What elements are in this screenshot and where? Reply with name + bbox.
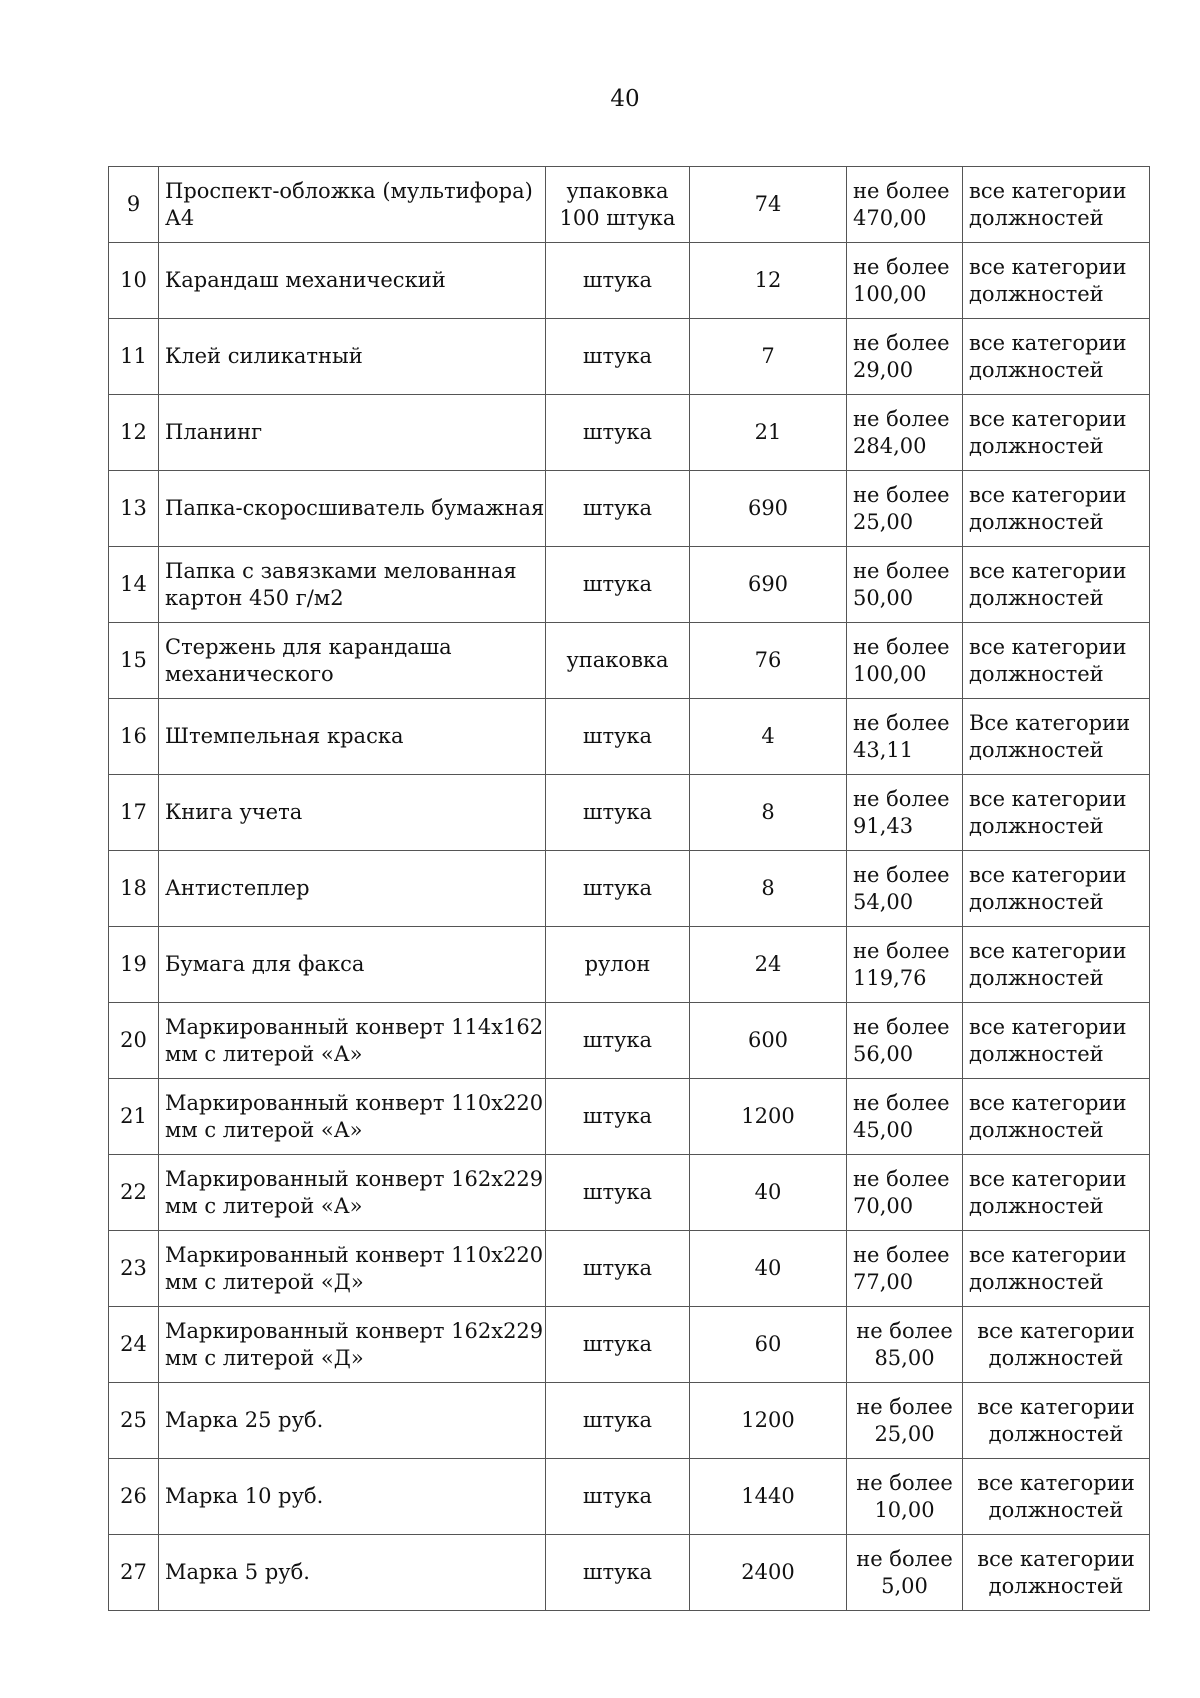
category-cell-line: должностей — [969, 281, 1104, 306]
price-cell-line: не более — [853, 482, 950, 507]
unit-cell-line: штука — [582, 1028, 653, 1052]
unit-cell — [546, 167, 690, 243]
category-cell — [963, 927, 1150, 1003]
price-cell — [847, 243, 963, 319]
category-cell — [963, 1231, 1150, 1307]
price-cell-line: 45,00 — [853, 1117, 914, 1142]
item-name-cell-line: Книга учета — [165, 800, 303, 824]
category-cell-line: Все категории — [969, 710, 1131, 735]
price-cell — [847, 1307, 963, 1383]
item-name-cell-line: Маркированный конверт 110х220 — [165, 1090, 544, 1115]
table-row — [109, 1155, 1150, 1231]
price-cell-line: 29,00 — [853, 357, 914, 382]
unit-cell-line: штука — [582, 1256, 653, 1280]
item-name-cell — [159, 927, 546, 1003]
category-cell-line: все категории — [969, 1090, 1127, 1115]
quantity-cell: 690 — [690, 547, 847, 623]
category-cell-line: должностей — [969, 661, 1104, 686]
category-cell-line: все категории — [969, 330, 1127, 355]
quantity-cell: 8 — [690, 775, 847, 851]
category-cell-line: все категории — [969, 634, 1127, 659]
table-row — [109, 167, 1150, 243]
item-name-cell — [159, 1079, 546, 1155]
unit-cell — [546, 775, 690, 851]
price-cell-line: 25,00 — [853, 509, 914, 534]
table-row — [109, 319, 1150, 395]
category-cell — [963, 471, 1150, 547]
item-name-cell — [159, 1231, 546, 1307]
unit-cell — [546, 319, 690, 395]
row-number-cell: 22 — [109, 1155, 159, 1231]
unit-cell-line: штука — [582, 1104, 653, 1128]
price-cell-line: не более — [856, 1546, 953, 1571]
row-number-cell: 11 — [109, 319, 159, 395]
category-cell-line: все категории — [969, 786, 1127, 811]
price-cell-line: 5,00 — [881, 1573, 928, 1598]
table-row — [109, 699, 1150, 775]
category-cell-line: все категории — [969, 406, 1127, 431]
unit-cell — [546, 243, 690, 319]
row-number-cell: 15 — [109, 623, 159, 699]
item-name-cell-line: мм с литерой «Д» — [165, 1345, 364, 1370]
table-row — [109, 1231, 1150, 1307]
price-cell — [847, 927, 963, 1003]
quantity-cell: 24 — [690, 927, 847, 1003]
price-cell-line: не более — [853, 938, 950, 963]
item-name-cell-line: Маркированный конверт 162х229 — [165, 1318, 544, 1343]
price-cell — [847, 1231, 963, 1307]
price-cell-line: не более — [853, 254, 950, 279]
quantity-cell: 74 — [690, 167, 847, 243]
price-cell-line: не более — [853, 786, 950, 811]
row-number-cell: 23 — [109, 1231, 159, 1307]
quantity-cell: 8 — [690, 851, 847, 927]
price-cell-line: не более — [853, 1242, 950, 1267]
unit-cell-line: штука — [582, 876, 653, 900]
unit-cell-line: штука — [582, 1408, 653, 1432]
category-cell — [963, 167, 1150, 243]
item-name-cell — [159, 1155, 546, 1231]
row-number-cell: 21 — [109, 1079, 159, 1155]
quantity-cell: 600 — [690, 1003, 847, 1079]
category-cell-line: все категории — [969, 862, 1127, 887]
category-cell-line: должностей — [969, 357, 1104, 382]
item-name-cell-line: Клей силикатный — [165, 344, 363, 368]
row-number-cell: 19 — [109, 927, 159, 1003]
category-cell — [963, 319, 1150, 395]
price-cell-line: 10,00 — [874, 1497, 935, 1522]
item-name-cell-line: Папка-скоросшиватель бумажная — [165, 496, 545, 520]
price-cell-line: не более — [853, 634, 950, 659]
item-name-cell — [159, 851, 546, 927]
table-row — [109, 395, 1150, 471]
category-cell-line: все категории — [977, 1394, 1135, 1419]
category-cell — [963, 547, 1150, 623]
item-name-cell-line: Марка 10 руб. — [165, 1484, 324, 1508]
unit-cell-line: рулон — [584, 952, 651, 976]
category-cell-line: все категории — [977, 1546, 1135, 1571]
price-cell — [847, 851, 963, 927]
price-cell-line: не более — [853, 710, 950, 735]
quantity-cell: 40 — [690, 1231, 847, 1307]
item-name-cell — [159, 1307, 546, 1383]
category-cell-line: должностей — [969, 1117, 1104, 1142]
category-cell — [963, 623, 1150, 699]
unit-cell-line: штука — [582, 572, 653, 596]
price-cell-line: не более — [853, 1090, 950, 1115]
table-row — [109, 1459, 1150, 1535]
item-name-cell — [159, 1459, 546, 1535]
price-cell-line: не более — [853, 406, 950, 431]
row-number-cell: 16 — [109, 699, 159, 775]
row-number-cell: 26 — [109, 1459, 159, 1535]
category-cell — [963, 1383, 1150, 1459]
category-cell-line: все категории — [969, 254, 1127, 279]
unit-cell-line: штука — [582, 1180, 653, 1204]
price-cell-line: 50,00 — [853, 585, 914, 610]
price-cell — [847, 1459, 963, 1535]
price-cell — [847, 547, 963, 623]
category-cell — [963, 1459, 1150, 1535]
unit-cell — [546, 1079, 690, 1155]
price-cell — [847, 1155, 963, 1231]
unit-cell-line: штука — [582, 1560, 653, 1584]
table-row — [109, 471, 1150, 547]
category-cell-line: должностей — [969, 889, 1104, 914]
item-name-cell — [159, 547, 546, 623]
quantity-cell: 4 — [690, 699, 847, 775]
price-cell-line: не более — [853, 330, 950, 355]
category-cell-line: должностей — [969, 1269, 1104, 1294]
unit-cell-line: штука — [582, 800, 653, 824]
unit-cell-line: 100 штука — [559, 205, 676, 230]
table-row — [109, 775, 1150, 851]
price-cell-line: не более — [853, 862, 950, 887]
table-row — [109, 1307, 1150, 1383]
item-name-cell-line: картон 450 г/м2 — [165, 585, 344, 610]
price-cell-line: 284,00 — [853, 433, 927, 458]
item-name-cell-line: мм с литерой «А» — [165, 1117, 363, 1142]
item-name-cell — [159, 775, 546, 851]
item-name-cell-line: Марка 25 руб. — [165, 1408, 324, 1432]
price-cell — [847, 699, 963, 775]
page-number: 40 — [610, 86, 640, 112]
item-name-cell-line: мм с литерой «А» — [165, 1193, 363, 1218]
row-number-cell: 18 — [109, 851, 159, 927]
price-cell-line: 70,00 — [853, 1193, 914, 1218]
category-cell-line: все категории — [969, 482, 1127, 507]
item-name-cell — [159, 243, 546, 319]
category-cell-line: все категории — [969, 1242, 1127, 1267]
unit-cell — [546, 1535, 690, 1611]
price-cell-line: 91,43 — [853, 813, 914, 838]
unit-cell-line: штука — [582, 724, 653, 748]
price-cell-line: 25,00 — [874, 1421, 935, 1446]
table-row — [109, 547, 1150, 623]
price-cell-line: 85,00 — [874, 1345, 935, 1370]
category-cell-line: должностей — [988, 1421, 1124, 1446]
unit-cell-line: штука — [582, 496, 653, 520]
quantity-cell: 21 — [690, 395, 847, 471]
item-name-cell-line: Марка 5 руб. — [165, 1560, 310, 1584]
item-name-cell-line: А4 — [165, 205, 195, 230]
quantity-cell: 40 — [690, 1155, 847, 1231]
table-row — [109, 1535, 1150, 1611]
category-cell-line: должностей — [988, 1573, 1124, 1598]
unit-cell — [546, 851, 690, 927]
category-cell — [963, 1079, 1150, 1155]
price-cell-line: 119,76 — [853, 965, 927, 990]
item-name-cell — [159, 699, 546, 775]
quantity-cell: 7 — [690, 319, 847, 395]
category-cell-line: все категории — [969, 1166, 1127, 1191]
price-cell — [847, 1535, 963, 1611]
category-cell-line: все категории — [977, 1318, 1135, 1343]
unit-cell-line: штука — [582, 1484, 653, 1508]
category-cell-line: все категории — [977, 1470, 1135, 1495]
unit-cell-line: штука — [582, 344, 653, 368]
category-cell-line: должностей — [988, 1345, 1124, 1370]
item-name-cell — [159, 1003, 546, 1079]
supplies-table — [108, 166, 1150, 1611]
category-cell-line: должностей — [969, 205, 1104, 230]
table-row — [109, 1383, 1150, 1459]
category-cell — [963, 851, 1150, 927]
quantity-cell: 60 — [690, 1307, 847, 1383]
price-cell-line: 77,00 — [853, 1269, 914, 1294]
quantity-cell: 12 — [690, 243, 847, 319]
item-name-cell-line: Проспект-обложка (мультифора) — [165, 178, 533, 203]
category-cell — [963, 243, 1150, 319]
item-name-cell — [159, 623, 546, 699]
item-name-cell-line: Стержень для карандаша — [165, 634, 452, 659]
category-cell-line: должностей — [969, 509, 1104, 534]
item-name-cell — [159, 319, 546, 395]
price-cell — [847, 623, 963, 699]
item-name-cell-line: мм с литерой «А» — [165, 1041, 363, 1066]
price-cell — [847, 167, 963, 243]
item-name-cell-line: Планинг — [165, 420, 263, 444]
price-cell — [847, 775, 963, 851]
item-name-cell-line: Папка с завязками мелованная — [165, 558, 517, 583]
category-cell — [963, 1003, 1150, 1079]
category-cell — [963, 395, 1150, 471]
table-row — [109, 623, 1150, 699]
unit-cell-line: упаковка — [566, 648, 669, 672]
table-row — [109, 1003, 1150, 1079]
price-cell — [847, 471, 963, 547]
unit-cell — [546, 1155, 690, 1231]
table-row — [109, 851, 1150, 927]
unit-cell — [546, 471, 690, 547]
quantity-cell: 2400 — [690, 1535, 847, 1611]
unit-cell — [546, 1307, 690, 1383]
item-name-cell — [159, 167, 546, 243]
row-number-cell: 25 — [109, 1383, 159, 1459]
item-name-cell-line: мм с литерой «Д» — [165, 1269, 364, 1294]
category-cell-line: должностей — [969, 1193, 1104, 1218]
unit-cell — [546, 395, 690, 471]
quantity-cell: 76 — [690, 623, 847, 699]
item-name-cell-line: Маркированный конверт 114х162 — [165, 1014, 544, 1039]
item-name-cell-line: Карандаш механический — [165, 268, 446, 292]
price-cell — [847, 1383, 963, 1459]
unit-cell — [546, 547, 690, 623]
price-cell — [847, 1003, 963, 1079]
quantity-cell: 1440 — [690, 1459, 847, 1535]
item-name-cell — [159, 395, 546, 471]
price-cell — [847, 319, 963, 395]
price-cell-line: 43,11 — [853, 737, 914, 762]
price-cell-line: 100,00 — [853, 281, 927, 306]
price-cell-line: 100,00 — [853, 661, 927, 686]
unit-cell — [546, 927, 690, 1003]
price-cell-line: 56,00 — [853, 1041, 914, 1066]
unit-cell-line: штука — [582, 268, 653, 292]
category-cell-line: должностей — [969, 737, 1104, 762]
category-cell-line: все категории — [969, 558, 1127, 583]
price-cell-line: не более — [856, 1394, 953, 1419]
quantity-cell: 1200 — [690, 1383, 847, 1459]
unit-cell — [546, 1383, 690, 1459]
price-cell-line: не более — [856, 1318, 953, 1343]
row-number-cell: 10 — [109, 243, 159, 319]
price-cell-line: не более — [853, 1166, 950, 1191]
item-name-cell-line: Бумага для факса — [165, 952, 365, 976]
table-row — [109, 1079, 1150, 1155]
quantity-cell: 1200 — [690, 1079, 847, 1155]
unit-cell — [546, 1003, 690, 1079]
price-cell-line: 470,00 — [853, 205, 927, 230]
item-name-cell — [159, 1535, 546, 1611]
price-cell-line: не более — [853, 1014, 950, 1039]
unit-cell — [546, 699, 690, 775]
row-number-cell: 9 — [109, 167, 159, 243]
item-name-cell-line: Штемпельная краска — [165, 724, 404, 748]
price-cell-line: не более — [856, 1470, 953, 1495]
category-cell-line: должностей — [969, 965, 1104, 990]
price-cell-line: 54,00 — [853, 889, 914, 914]
category-cell — [963, 1535, 1150, 1611]
row-number-cell: 27 — [109, 1535, 159, 1611]
category-cell — [963, 699, 1150, 775]
item-name-cell-line: Маркированный конверт 110х220 — [165, 1242, 544, 1267]
item-name-cell-line: Маркированный конверт 162х229 — [165, 1166, 544, 1191]
table-row — [109, 927, 1150, 1003]
item-name-cell — [159, 1383, 546, 1459]
item-name-cell-line: механического — [165, 661, 334, 686]
category-cell-line: должностей — [969, 585, 1104, 610]
category-cell-line: должностей — [969, 813, 1104, 838]
category-cell-line: все категории — [969, 1014, 1127, 1039]
unit-cell — [546, 1231, 690, 1307]
category-cell — [963, 1155, 1150, 1231]
category-cell-line: должностей — [969, 433, 1104, 458]
price-cell — [847, 395, 963, 471]
row-number-cell: 13 — [109, 471, 159, 547]
table-body — [109, 167, 1150, 1611]
category-cell — [963, 1307, 1150, 1383]
unit-cell — [546, 1459, 690, 1535]
item-name-cell — [159, 471, 546, 547]
table-row — [109, 243, 1150, 319]
row-number-cell: 24 — [109, 1307, 159, 1383]
row-number-cell: 17 — [109, 775, 159, 851]
price-cell-line: не более — [853, 558, 950, 583]
category-cell-line: все категории — [969, 938, 1127, 963]
category-cell-line: должностей — [969, 1041, 1104, 1066]
category-cell-line: должностей — [988, 1497, 1124, 1522]
unit-cell-line: упаковка — [566, 178, 669, 203]
price-cell-line: не более — [853, 178, 950, 203]
quantity-cell: 690 — [690, 471, 847, 547]
category-cell — [963, 775, 1150, 851]
row-number-cell: 12 — [109, 395, 159, 471]
unit-cell-line: штука — [582, 1332, 653, 1356]
price-cell — [847, 1079, 963, 1155]
row-number-cell: 20 — [109, 1003, 159, 1079]
item-name-cell-line: Антистеплер — [165, 876, 310, 900]
unit-cell-line: штука — [582, 420, 653, 444]
category-cell-line: все категории — [969, 178, 1127, 203]
row-number-cell: 14 — [109, 547, 159, 623]
unit-cell — [546, 623, 690, 699]
